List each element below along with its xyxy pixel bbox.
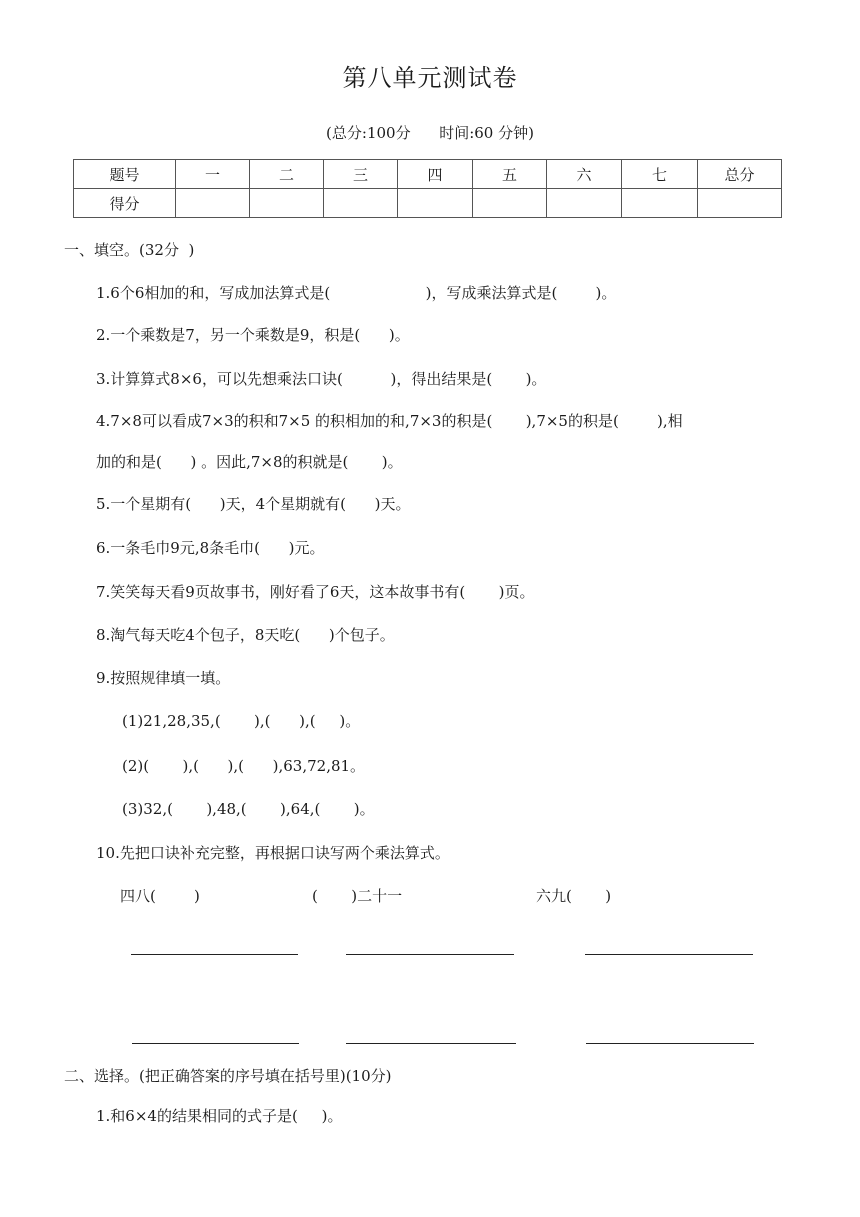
answer-line[interactable]: [346, 954, 514, 955]
score-cell-7[interactable]: [622, 189, 698, 218]
question-6: 6.一条毛巾9元,8条毛巾( )元。: [96, 539, 325, 557]
score-cell-2[interactable]: [250, 189, 324, 218]
question-9: 9.按照规律填一填。: [96, 669, 231, 687]
question-10: 10.先把口诀补充完整，再根据口诀写两个乘法算式。: [96, 844, 450, 862]
header-cell-4: 四: [398, 160, 473, 189]
question-3: 3.计算算式8×6，可以先想乘法口诀( )，得出结果是( )。: [96, 370, 547, 388]
question-9-part-2: (2)( ),( ),( ),63,72,81。: [122, 757, 366, 775]
question-8: 8.淘气每天吃4个包子，8天吃( )个包子。: [96, 626, 395, 644]
score-cell-1[interactable]: [176, 189, 250, 218]
answer-line[interactable]: [131, 954, 298, 955]
header-cell-2: 二: [250, 160, 324, 189]
header-cell-3: 三: [324, 160, 398, 189]
score-table: [73, 159, 782, 218]
question-1: 1.6个6相加的和，写成加法算式是( )，写成乘法算式是( )。: [96, 284, 617, 302]
header-cell-total: 总分: [698, 160, 782, 189]
answer-line[interactable]: [585, 954, 753, 955]
answer-line[interactable]: [586, 1043, 754, 1044]
question-4-line1: 4.7×8可以看成7×3的积和7×5 的积相加的和,7×3的积是( ),7×5的积是( ),相: [96, 412, 683, 430]
score-table-score-row: [74, 189, 782, 218]
score-row-label: 得分: [74, 189, 176, 218]
page-title: 第八单元测试卷: [342, 64, 518, 92]
question-9-part-1: (1)21,28,35,( ),( ),( )。: [122, 712, 361, 730]
header-cell-5: 五: [473, 160, 547, 189]
question-7: 7.笑笑每天看9页故事书，刚好看了6天，这本故事书有( )页。: [96, 583, 535, 601]
header-cell-1: 一: [176, 160, 250, 189]
question-2: 2.一个乘数是7，另一个乘数是9，积是( )。: [96, 326, 410, 344]
section1-heading: 一、填空。(32分 ): [64, 241, 195, 259]
exam-info: (总分:100分 时间:60 分钟): [326, 124, 534, 142]
question-4-line2: 加的和是( ) 。因此,7×8的积就是( )。: [96, 453, 403, 471]
score-table-header-row: [74, 160, 782, 189]
answer-line[interactable]: [346, 1043, 516, 1044]
section2-heading: 二、选择。(把正确答案的序号填在括号里)(10分): [64, 1067, 392, 1085]
answer-line[interactable]: [132, 1043, 299, 1044]
header-cell-7: 七: [622, 160, 698, 189]
score-cell-3[interactable]: [324, 189, 398, 218]
choice-question-1: 1.和6×4的结果相同的式子是( )。: [96, 1107, 343, 1125]
question-5: 5.一个星期有( )天，4个星期就有( )天。: [96, 495, 411, 513]
score-cell-4[interactable]: [398, 189, 473, 218]
question-9-part-3: (3)32,( ),48,( ),64,( )。: [122, 800, 375, 818]
score-cell-total[interactable]: [698, 189, 782, 218]
rhyme-item-2: ( )二十一: [312, 887, 403, 905]
header-cell-6: 六: [547, 160, 622, 189]
score-cell-5[interactable]: [473, 189, 547, 218]
rhyme-item-1: 四八( ): [120, 887, 200, 905]
header-cell-label: 题号: [74, 160, 176, 189]
score-cell-6[interactable]: [547, 189, 622, 218]
rhyme-item-3: 六九( ): [536, 887, 612, 905]
